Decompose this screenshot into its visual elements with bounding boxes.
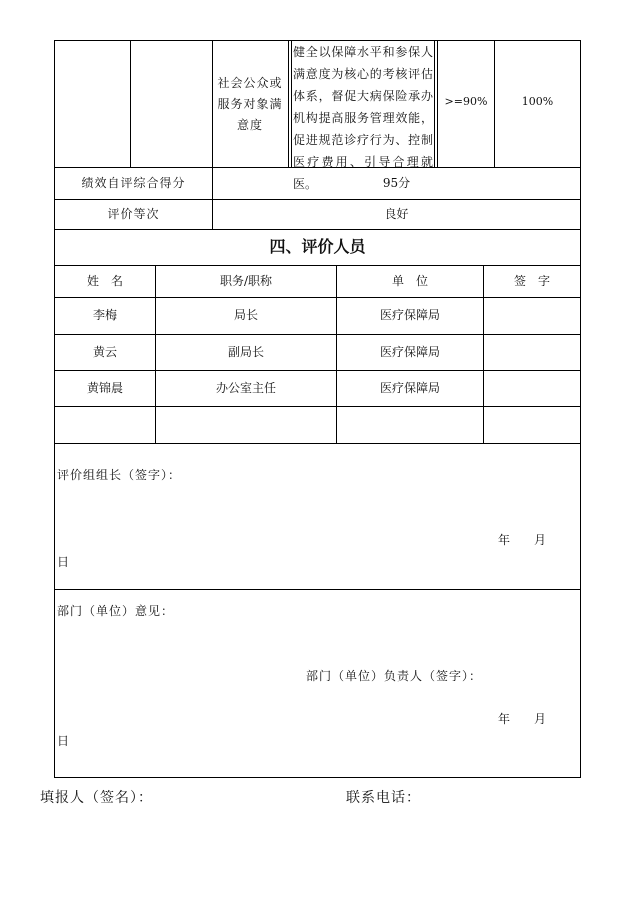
grade-label: 评价等次 <box>107 206 160 221</box>
indicator-text: 社会公众或服务对象满意度 <box>217 75 283 132</box>
table-row-signature <box>484 371 580 406</box>
dept-year-month: 年 月 <box>498 712 547 726</box>
score-label: 绩效自评综合得分 <box>81 175 186 190</box>
table-row-signature <box>484 335 580 370</box>
grade-value: 良好 <box>384 206 409 221</box>
table-row-position: 办公室主任 <box>215 380 276 395</box>
section-title: 四、评价人员 <box>269 237 366 257</box>
table-row-signature <box>484 298 580 334</box>
table-row-signature <box>484 407 580 443</box>
table-row-unit: 医疗保障局 <box>379 308 440 323</box>
table-row-name: 黄云 <box>92 344 117 359</box>
table-row-position: 副局长 <box>227 344 264 359</box>
score-value: 95分 <box>382 175 411 190</box>
actual-value: 100% <box>521 94 554 108</box>
filler-signature-label: 填报人（签名）： <box>40 790 153 806</box>
table-row-unit: 医疗保障局 <box>379 380 440 395</box>
table-row-position: 局长 <box>233 308 258 323</box>
dept-head-signature-label: 部门（单位）负责人（签字）： <box>306 669 483 683</box>
header-name: 姓 名 <box>86 273 123 288</box>
table-row-name: 李梅 <box>92 308 117 323</box>
phone-label: 联系电话： <box>346 790 421 806</box>
table-row-unit: 医疗保障局 <box>379 344 440 359</box>
table-row-name: 黄锦晨 <box>86 380 123 395</box>
description-text: 健全以保障水平和参保人满意度为核心的考核评估体系，督促大病保险承办机构提高服务管理效能，促进规范诊疗行为、控制医疗费用、引导合理就医。 <box>293 45 433 191</box>
table-row-name <box>55 407 155 443</box>
target-value: >=90% <box>444 94 488 108</box>
leader-day: 日 <box>57 555 70 569</box>
table-row-unit <box>337 407 483 443</box>
table-row-position <box>156 407 336 443</box>
leader-year-month: 年 月 <box>498 533 547 547</box>
indicator-cell <box>214 72 286 136</box>
header-position: 职务/职称 <box>219 273 273 288</box>
leader-signature-label: 评价组组长（签字）： <box>57 468 182 482</box>
header-unit: 单 位 <box>391 273 428 288</box>
header-signature: 签 字 <box>513 273 550 288</box>
dept-day: 日 <box>57 734 70 748</box>
dept-opinion-label: 部门（单位）意见： <box>57 604 175 618</box>
